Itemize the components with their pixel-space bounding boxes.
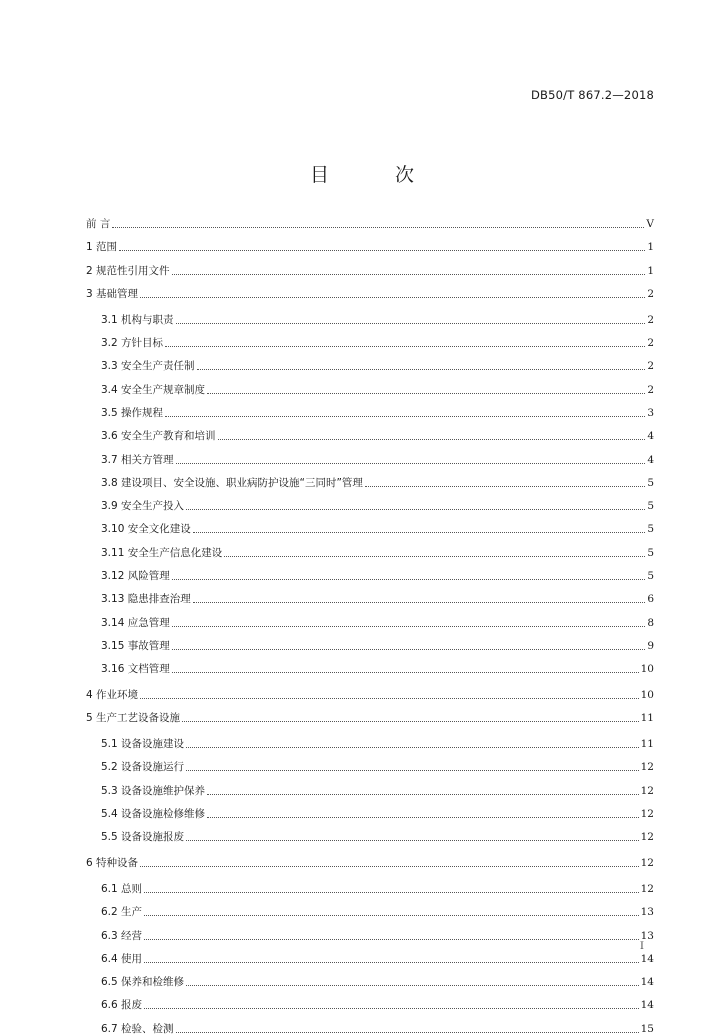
toc-entry[interactable] — [101, 309, 654, 327]
toc-entry-page: 3 — [647, 406, 654, 419]
toc-entry[interactable] — [86, 260, 654, 278]
toc-entry-page: 12 — [640, 808, 654, 820]
page-title: 目 次 — [309, 164, 445, 186]
toc-entry-label: 6.7 检验、检测 — [101, 1022, 174, 1035]
toc-entry[interactable] — [101, 826, 654, 844]
toc-entry-label: 6.6 报废 — [101, 999, 143, 1012]
toc-entry-page: 12 — [640, 761, 654, 774]
toc-entry-page: 1 — [647, 241, 654, 254]
toc-entry-label: 3.13 隐患排查治理 — [101, 593, 191, 606]
toc-entry-page: 10 — [640, 689, 654, 701]
toc-entry-page: 10 — [640, 663, 654, 676]
toc-leader-dots — [186, 508, 645, 510]
toc-leader-dots — [165, 415, 645, 417]
toc-leader-dots — [144, 891, 639, 893]
toc-entry-label: 3.14 应急管理 — [101, 616, 170, 629]
toc-entry-page: 2 — [647, 360, 654, 373]
toc-entry-label: 3 基础管理 — [86, 287, 139, 300]
toc-entry-page: 14 — [640, 999, 654, 1012]
toc-entry-page: 13 — [640, 929, 654, 942]
toc-entry-page: 14 — [640, 952, 654, 965]
toc-entry-label: 3.4 安全生产规章制度 — [101, 383, 206, 396]
document-code: DB50/T 867.2—2018 — [530, 88, 654, 102]
toc-entry-label: 5.5 设备设施报废 — [101, 831, 185, 844]
toc-entry-page: 2 — [647, 383, 654, 396]
toc-entry-label: 6.5 保养和检维修 — [101, 976, 185, 989]
toc-entry[interactable] — [101, 332, 654, 350]
toc-leader-dots — [144, 938, 639, 940]
toc-entry[interactable] — [101, 925, 654, 943]
toc-leader-dots — [186, 746, 639, 748]
toc-leader-dots — [207, 392, 645, 394]
toc-entry-label: 3.3 安全生产责任制 — [101, 360, 195, 373]
toc-entry-label: 3.1 机构与职责 — [101, 313, 174, 326]
toc-entry-page: 2 — [647, 337, 654, 349]
toc-entry-label: 3.6 安全生产教育和培训 — [101, 430, 216, 443]
toc-entry[interactable] — [86, 707, 654, 725]
toc-entry-label: 3.8 建设项目、安全设施、职业病防护设施“三同时”管理 — [101, 476, 363, 489]
toc-entry[interactable] — [101, 565, 654, 583]
toc-entry-page: 12 — [640, 784, 654, 797]
toc-entry-label: 3.7 相关方管理 — [101, 453, 174, 466]
toc-leader-dots — [207, 793, 639, 795]
toc-entry-page: 6 — [647, 593, 654, 606]
toc-entry-label: 前 言 — [86, 218, 111, 230]
toc-leader-dots — [365, 485, 645, 487]
toc-leader-dots — [186, 839, 639, 841]
toc-leader-dots — [172, 671, 639, 673]
toc-entry-label: 3.15 事故管理 — [101, 639, 170, 652]
toc-leader-dots — [119, 249, 645, 251]
toc-entry[interactable] — [101, 971, 654, 989]
toc-entry-label: 3.5 操作规程 — [101, 406, 164, 419]
toc-leader-dots — [112, 226, 644, 228]
toc-entry-page: 12 — [640, 882, 654, 895]
toc-entry[interactable] — [101, 733, 654, 751]
toc-leader-dots — [172, 625, 646, 627]
toc-entry[interactable] — [86, 236, 654, 254]
toc-leader-dots — [172, 273, 646, 275]
toc-entry-label: 6.1 总则 — [101, 882, 143, 895]
toc-entry[interactable] — [101, 948, 654, 966]
toc-entry[interactable] — [101, 658, 654, 676]
toc-leader-dots — [176, 322, 646, 324]
toc-entry-label: 6.4 使用 — [101, 952, 143, 965]
toc-leader-dots — [176, 462, 646, 464]
toc-leader-dots — [176, 1031, 639, 1033]
toc-entry[interactable] — [86, 213, 654, 231]
toc-entry-page: 5 — [647, 546, 654, 559]
toc-entry-page: 2 — [647, 313, 654, 326]
toc-entry-label: 3.10 安全文化建设 — [101, 523, 191, 536]
toc-entry-label: 2 规范性引用文件 — [86, 264, 170, 277]
toc-leader-dots — [193, 531, 646, 533]
toc-leader-dots — [144, 961, 639, 963]
toc-entry-label: 5.3 设备设施维护保养 — [101, 784, 206, 797]
toc-entry[interactable] — [101, 780, 654, 798]
toc-entry[interactable] — [101, 1018, 654, 1036]
toc-entry-label: 5 生产工艺设备设施 — [86, 712, 181, 725]
toc-leader-dots — [182, 720, 639, 722]
toc-leader-dots — [218, 438, 646, 440]
toc-leader-dots — [144, 914, 639, 916]
toc-entry-label: 3.12 风险管理 — [101, 570, 170, 582]
toc-entry-page: 13 — [640, 906, 654, 919]
toc-entry-page: 12 — [640, 831, 654, 844]
toc-entry-page: 5 — [647, 476, 654, 489]
toc-entry[interactable] — [86, 283, 654, 301]
toc-entry[interactable] — [101, 402, 654, 420]
toc-entry-label: 3.16 文档管理 — [101, 663, 170, 676]
toc-entry[interactable] — [101, 612, 654, 630]
toc-entry-page: 5 — [647, 570, 654, 582]
toc-leader-dots — [197, 368, 646, 370]
toc-entry[interactable] — [101, 803, 654, 821]
toc-entry[interactable] — [101, 878, 654, 896]
toc-leader-dots — [193, 601, 646, 603]
toc-entry[interactable] — [101, 994, 654, 1012]
toc-entry[interactable] — [101, 542, 654, 560]
toc-entry-label: 3.11 安全生产信息化建设 — [101, 546, 223, 559]
toc-leader-dots — [140, 697, 639, 699]
toc-leader-dots — [172, 648, 646, 650]
toc-entry-label: 6.2 生产 — [101, 906, 143, 919]
toc-entry-page: 9 — [647, 639, 654, 652]
toc-entry-label: 5.4 设备设施检修维修 — [101, 808, 206, 820]
toc-leader-dots — [172, 578, 646, 580]
toc-entry[interactable] — [101, 449, 654, 467]
toc-entry-page: 11 — [640, 712, 654, 725]
toc-entry[interactable] — [86, 852, 654, 870]
toc-entry-label: 3.9 安全生产投入 — [101, 500, 185, 513]
toc-leader-dots — [186, 984, 639, 986]
toc-entry-label: 6 特种设备 — [86, 857, 139, 870]
toc-leader-dots — [140, 296, 645, 298]
toc-leader-dots — [186, 769, 639, 771]
toc-entry[interactable] — [101, 901, 654, 919]
toc-leader-dots — [207, 816, 639, 818]
toc-entry-page: 15 — [640, 1022, 654, 1035]
toc-entry-label: 1 范围 — [86, 241, 118, 254]
toc-leader-dots — [165, 345, 645, 347]
toc-entry-page: 2 — [647, 287, 654, 300]
toc-entry-page: 12 — [640, 857, 654, 870]
toc-entry-page: 8 — [647, 616, 654, 629]
toc-entry-label: 3.2 方针目标 — [101, 337, 164, 349]
toc-entry-label: 5.1 设备设施建设 — [101, 738, 185, 751]
page-number: I — [639, 940, 644, 952]
toc-leader-dots — [224, 555, 645, 557]
toc-entry-label: 6.3 经营 — [101, 929, 143, 942]
toc-entry-page: 14 — [640, 976, 654, 989]
toc-entry-page: 5 — [647, 500, 654, 513]
toc-entry-page: 4 — [647, 430, 654, 443]
toc-entry[interactable] — [101, 588, 654, 606]
toc-entry[interactable] — [101, 425, 654, 443]
toc-entry-label: 5.2 设备设施运行 — [101, 761, 185, 774]
toc-entry-page: 4 — [647, 453, 654, 466]
toc-entry[interactable] — [101, 472, 654, 490]
toc-entry[interactable] — [101, 756, 654, 774]
toc-entry-page: 1 — [647, 264, 654, 277]
toc-entry-page: V — [646, 218, 654, 230]
toc-entry[interactable] — [101, 379, 654, 397]
toc-entry-page: 11 — [640, 738, 654, 751]
toc-leader-dots — [144, 1007, 639, 1009]
toc-entry[interactable] — [86, 684, 654, 702]
toc-entry[interactable] — [101, 635, 654, 653]
toc-entry[interactable] — [101, 495, 654, 513]
toc-leader-dots — [140, 865, 639, 867]
toc-entry-page: 5 — [647, 523, 654, 536]
toc-entry[interactable] — [101, 518, 654, 536]
toc-entry[interactable] — [101, 355, 654, 373]
toc-entry-label: 4 作业环境 — [86, 689, 139, 701]
